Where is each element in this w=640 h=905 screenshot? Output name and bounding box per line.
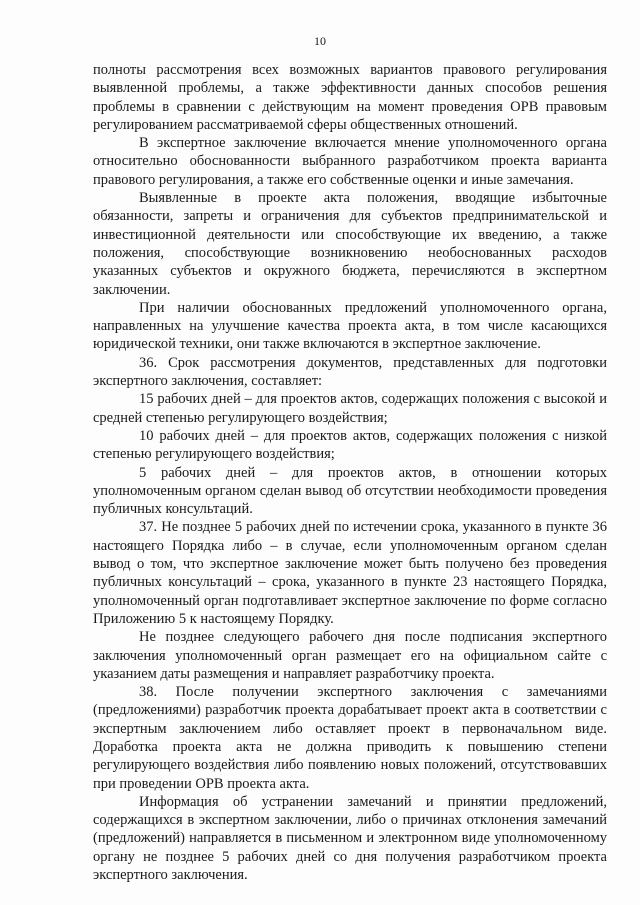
paragraph-expert-opinion: В экспертное заключение включается мнение уполномоченного органа относительно обоснованности выбранного разработчиком проекта варианта правового регулирования, а также его собственные оценки и иные замечания. <box>93 135 607 188</box>
paragraph-item-38: 38. После получении экспертного заключения с замечаниями (предложениями) разработчик проекта дорабатывает проект акта в соответствии с экспертным заключением либо оставляет проект в первоначальном виде. Доработка проекта акта не должна приводить к повышению степени регулирующего воздействия либо появлению новых положений, отсутствовавших при проведении ОРВ проекта акта. <box>93 684 607 792</box>
paragraph-publication: Не позднее следующего рабочего дня после подписания экспертного заключения уполномоченный орган размещает его на официальном сайте с указанием даты размещения и направляет разработчику проекта. <box>93 629 607 682</box>
page-number: 10 <box>314 34 326 48</box>
paragraph-item-36: 36. Срок рассмотрения документов, представленных для подготовки экспертного заключения, составляет: <box>93 354 607 390</box>
paragraph-item-36-15-days: 15 рабочих дней – для проектов актов, содержащих положения с высокой и средней степенью регулирующего воздействия; <box>93 391 607 426</box>
body-text <box>93 61 607 884</box>
paragraph-identified-provisions: Выявленные в проекте акта положения, вводящие избыточные обязанности, запреты и ограничения для субъектов предпринимательской и инвестиционной деятельности или способствующие их введению, а также положения, способствующие возникновению необоснованных расходов указанных субъектов и окружного бюджета, перечисляются в экспертном заключении. <box>93 190 607 298</box>
paragraph-item-37: 37. Не позднее 5 рабочих дней по истечении срока, указанного в пункте 36 настоящего Порядка либо – в случае, если уполномоченным органом сделан вывод о том, что экспертное заключение может быть получено без проведения публичных консультаций – срока, указанного в пункте 23 настоящего Порядка, уполномоченный орган подготавливает экспертное заключение по форме согласно Приложению 5 к настоящему Порядку. <box>93 519 607 627</box>
paragraph-information: Информация об устранении замечаний и принятии предложений, содержащихся в экспертном заключении, либо о причинах отклонения замечаний (предложений) направляется в письменном и электронном виде уполномоченному органу не позднее 5 рабочих дней со дня получения разработчиком проекта экспертного заключения. <box>93 793 607 884</box>
paragraph-continuation: полноты рассмотрения всех возможных вариантов правового регулирования выявленной проблемы, а также эффективности данных способов решения проблемы в сравнении с действующим на момент проведения ОРВ правовым регулированием рассматриваемой сферы общественных отношений. <box>93 62 607 133</box>
paragraph-item-36-5-days: 5 рабочих дней – для проектов актов, в отношении которых уполномоченным органом сделан вывод об отсутствии необходимости проведения публичных консультаций. <box>93 464 607 518</box>
paragraph-proposals: При наличии обоснованных предложений уполномоченного органа, направленных на улучшение качества проекта акта, в том числе касающихся юридической техники, они также включаются в экспертное заключение. <box>93 299 607 353</box>
paragraph-item-36-10-days: 10 рабочих дней – для проектов актов, содержащих положения с низкой степенью регулирующего воздействия; <box>93 427 607 463</box>
